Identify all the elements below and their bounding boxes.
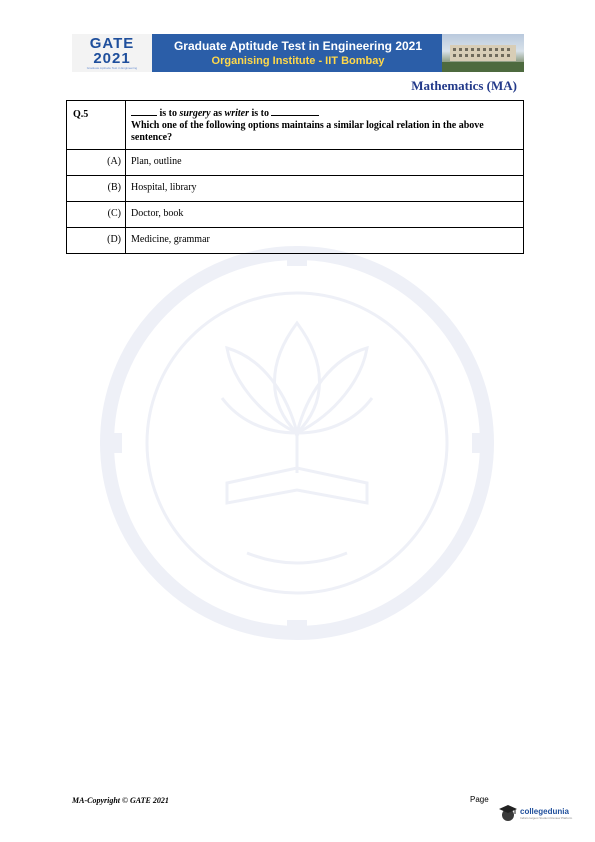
option-text: Medicine, grammar: [126, 228, 524, 254]
institute-building-image: [442, 34, 524, 72]
question-text: [126, 101, 524, 150]
collegedunia-logo: [498, 804, 572, 822]
question-prompt: Which one of the following options maintains a similar logical relation in the above sentence?: [131, 120, 484, 143]
option-label: (D): [67, 228, 126, 254]
iit-bombay-watermark-icon: [62, 228, 532, 658]
option-row-d[interactable]: [67, 228, 524, 254]
analogy-text-c: is to: [248, 108, 272, 119]
gate-logo-year: 2021: [93, 50, 131, 67]
question-table: [66, 100, 524, 254]
analogy-word-surgery: surgery: [179, 108, 211, 119]
option-row-c[interactable]: [67, 202, 524, 228]
option-label: (A): [67, 150, 126, 176]
header-banner: [72, 34, 524, 72]
option-row-b[interactable]: [67, 176, 524, 202]
footer-copyright: MA-Copyright © GATE 2021: [72, 796, 169, 805]
blank-line-1: [131, 106, 157, 116]
option-text: Hospital, library: [126, 176, 524, 202]
question-analogy-line: [131, 106, 517, 120]
question-row: [67, 101, 524, 150]
question-number: Q.5: [67, 101, 126, 150]
option-text: Plan, outline: [126, 150, 524, 176]
blank-line-2: [271, 106, 319, 116]
analogy-text-b: as: [210, 108, 225, 119]
banner-subtitle: Organising Institute - IIT Bombay: [211, 54, 385, 67]
collegedunia-tagline: India's largest Student Review Platform: [520, 815, 573, 820]
collegedunia-name: collegedunia: [520, 806, 569, 816]
gate-logo-tagline: Graduate Aptitude Test in Engineering: [86, 66, 138, 70]
gate-logo: [72, 34, 154, 72]
option-text: Doctor, book: [126, 202, 524, 228]
banner-title: Graduate Aptitude Test in Engineering 2021: [173, 38, 423, 53]
analogy-text-a: is to: [157, 108, 180, 119]
footer-page-label: Page: [470, 795, 489, 804]
analogy-word-writer: writer: [224, 108, 249, 119]
banner-text: [154, 34, 442, 72]
option-label: (C): [67, 202, 126, 228]
subject-title: Mathematics (MA): [411, 78, 517, 93]
gate-logo-word: GATE: [89, 35, 135, 52]
option-row-a[interactable]: [67, 150, 524, 176]
graduate-cap-icon: [498, 804, 518, 822]
option-label: (B): [67, 176, 126, 202]
